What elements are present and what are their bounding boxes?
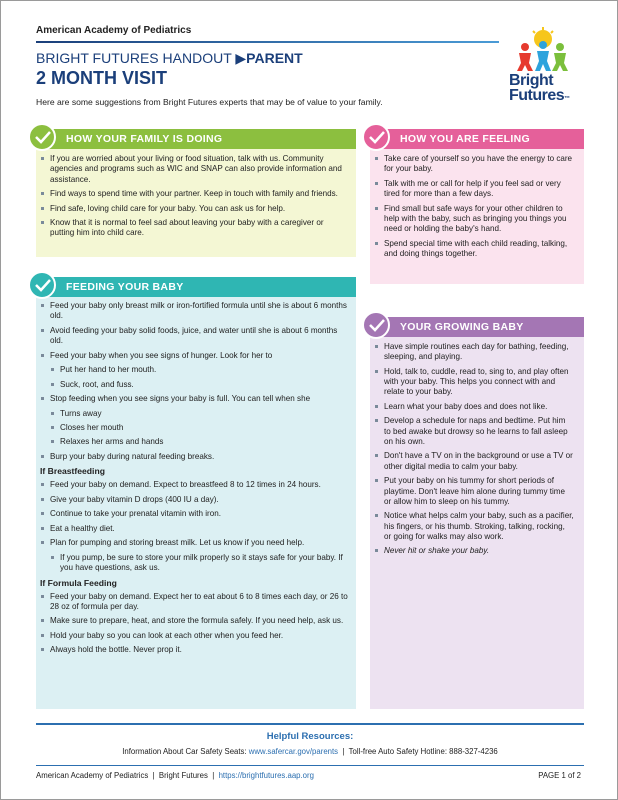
feeding-content: [40, 301, 348, 660]
breastfeeding-heading: If Breastfeeding: [40, 466, 105, 477]
sub-list-item: Turns away: [40, 409, 348, 419]
list-item: Develop a schedule for naps and bedtime. Put him to bed awake but drowsy so he learns to fall asleep on his own.: [374, 416, 574, 447]
feeding-list: [40, 301, 348, 462]
list-item: If you are worried about your living or food situation, talk with us. Community agencies and programs such as WIC and SNAP can also provide information and assistance.: [40, 154, 348, 185]
formula-heading: If Formula Feeding: [40, 577, 117, 588]
feeling-title: HOW YOU ARE FEELING: [400, 133, 530, 145]
check-icon: [362, 311, 390, 339]
sub-list-item: Relaxes her arms and hands: [40, 437, 348, 447]
family-header: [36, 129, 356, 149]
family-list: [40, 154, 348, 243]
growing-header: [370, 317, 584, 337]
feeding-title: FEEDING YOUR BABY: [66, 281, 184, 293]
feeding-header: [36, 277, 356, 297]
handout-audience: PARENT: [246, 50, 303, 66]
list-item: Have simple routines each day for bathing, feeding, sleeping, and playing.: [374, 342, 574, 363]
list-item: Plan for pumping and storing breast milk. Let us know if you need help.: [40, 538, 348, 548]
list-item: Find safe, loving child care for your baby. You can ask us for help.: [40, 204, 348, 214]
list-item: Take care of yourself so you have the energy to care for your baby.: [374, 154, 574, 175]
check-icon: [28, 123, 56, 151]
growing-title: YOUR GROWING BABY: [400, 321, 524, 333]
footer-link[interactable]: https://brightfutures.aap.org: [218, 771, 314, 780]
feeling-list: [374, 154, 574, 263]
list-item: Avoid feeding your baby solid foods, juice, and water until she is about 6 months old.: [40, 326, 348, 347]
intro-text: Here are some suggestions from Bright Futures experts that may be of value to your family.: [36, 97, 383, 107]
list-item: Hold your baby so you can look at each other when you feed her.: [40, 631, 348, 641]
list-item: Stop feeding when you see signs your baby is full. You can tell when she: [40, 394, 348, 404]
logo-wordmark: [509, 73, 570, 107]
header-divider: [36, 41, 499, 43]
list-item: Talk with me or call for help if you feel sad or very tired for more than a few days.: [374, 179, 574, 200]
list-item: Spend special time with each child reading, talking, and doing things together.: [374, 239, 574, 260]
family-title: HOW YOUR FAMILY IS DOING: [66, 133, 223, 145]
feeling-header: [370, 129, 584, 149]
hotline-text: Toll-free Auto Safety Hotline: 888-327-4236: [348, 747, 498, 756]
list-item: Put your baby on his tummy for short periods of playtime. Don't leave him alone during tummy time or allow him to sleep on his tummy.: [374, 476, 574, 507]
list-item: Feed your baby on demand. Expect to breastfeed 8 to 12 times in 24 hours.: [40, 480, 348, 490]
visit-title: 2 MONTH VISIT: [36, 68, 168, 88]
separator: |: [338, 747, 349, 756]
car-seat-link[interactable]: www.safercar.gov/parents: [248, 747, 339, 756]
page-number: PAGE 1 of 2: [538, 771, 581, 780]
resources-title: Helpful Resources:: [266, 731, 354, 742]
list-item: Eat a healthy diet.: [40, 524, 348, 534]
footer-org: American Academy of Pediatrics | Bright Futures |: [36, 771, 219, 780]
growing-list: [374, 342, 574, 561]
list-item: Always hold the bottle. Never prop it.: [40, 645, 348, 655]
formula-list: [40, 592, 348, 656]
footer-left: [36, 771, 314, 780]
list-item: Never hit or shake your baby.: [374, 546, 574, 556]
check-icon: [28, 271, 56, 299]
sub-list-item: Suck, root, and fuss.: [40, 380, 348, 390]
trademark: ™: [564, 96, 570, 102]
footer-divider: [36, 723, 584, 725]
list-item: Hold, talk to, cuddle, read to, sing to, and play often with your baby. This helps you connect with and relate to your baby.: [374, 367, 574, 398]
list-item: Make sure to prepare, heat, and store the formula safely. If you need help, ask us.: [40, 616, 348, 626]
list-item: Feed your baby only breast milk or iron-fortified formula until she is about 6 months old.: [40, 301, 348, 322]
check-icon: [362, 123, 390, 151]
logo-line-2-text: Futures: [509, 87, 565, 104]
sub-list-item: If you pump, be sure to store your milk properly so it stays safe for your baby. If you have questions, ask us.: [40, 553, 348, 574]
growing-section: [370, 317, 584, 709]
breastfeeding-list: [40, 480, 348, 573]
list-item: Know that it is normal to feel sad about leaving your baby with a caregiver or putting him into child care.: [40, 218, 348, 239]
family-section: [36, 129, 356, 257]
list-item: Find small but safe ways for your other children to help with the baby, such as bringing you things you need or holding the baby's hand.: [374, 204, 574, 235]
list-item: Find ways to spend time with your partner. Keep in touch with family and friends.: [40, 189, 348, 199]
bottom-divider: [36, 765, 584, 766]
sub-list-item: Closes her mouth: [40, 423, 348, 433]
feeding-section: [36, 277, 356, 709]
list-item: Burp your baby during natural feeding breaks.: [40, 452, 348, 462]
feeling-section: [370, 129, 584, 284]
list-item: Feed your baby on demand. Expect her to eat about 6 to 8 times each day, or 26 to 28 oz of formula per day.: [40, 592, 348, 613]
list-item: Don't have a TV on in the background or use a TV or other digital media to calm your baby.: [374, 451, 574, 472]
handout-title: [36, 50, 303, 67]
logo-line-2: [509, 88, 570, 107]
arrow-icon: ▶: [235, 50, 247, 66]
list-item: Feed your baby when you see signs of hunger. Look for her to: [40, 351, 348, 361]
list-item: Learn what your baby does and does not like.: [374, 402, 574, 412]
logo-line-1: Bright: [509, 72, 554, 89]
sub-list-item: Put her hand to her mouth.: [40, 365, 348, 375]
resources-line: [1, 747, 618, 756]
list-item: Give your baby vitamin D drops (400 IU a day).: [40, 495, 348, 505]
handout-prefix: BRIGHT FUTURES HANDOUT: [36, 50, 232, 66]
list-item: Notice what helps calm your baby, such as a pacifier, his fingers, or his thumb. Stroking, talking, rocking, or going for walks may also work.: [374, 511, 574, 542]
car-seat-label: Information About Car Safety Seats:: [122, 747, 249, 756]
list-item: Continue to take your prenatal vitamin with iron.: [40, 509, 348, 519]
organization-name: American Academy of Pediatrics: [36, 25, 192, 36]
